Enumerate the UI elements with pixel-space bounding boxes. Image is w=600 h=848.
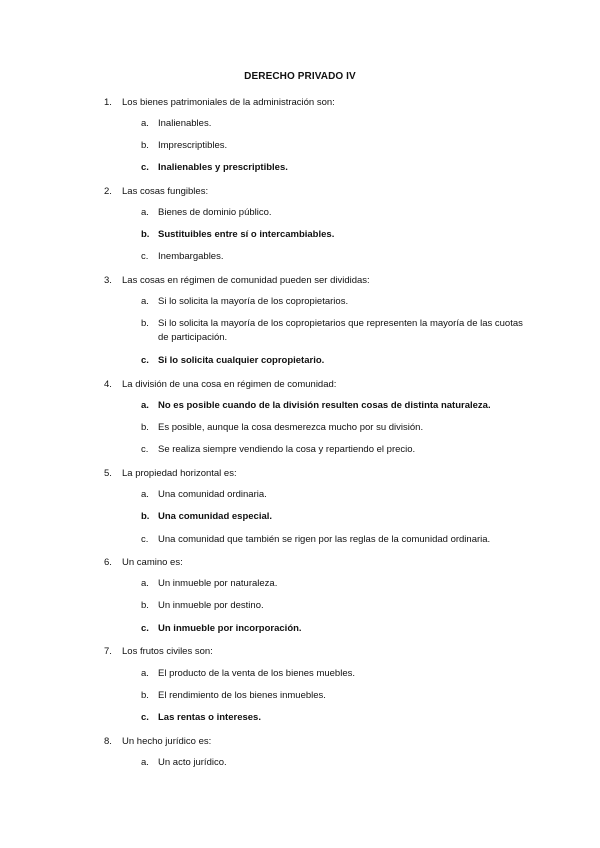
question-number: 3. xyxy=(104,275,112,286)
option-text: Una comunidad especial. xyxy=(158,511,273,522)
option-letter: c. xyxy=(141,712,149,723)
option-letter: b. xyxy=(141,422,149,433)
question-number: 8. xyxy=(104,736,112,747)
option-text: Inembargables. xyxy=(158,251,224,262)
option-text: Si lo solicita la mayoría de los copropietarios que representen la mayoría de las cuotas de participación. xyxy=(158,318,523,343)
option-letter: a. xyxy=(141,296,149,307)
option-text: Sustituibles entre sí o intercambiables. xyxy=(158,229,335,240)
question-number: 2. xyxy=(104,186,112,197)
question-text: Las cosas en régimen de comunidad pueden ser divididas: xyxy=(122,275,370,286)
option-letter: a. xyxy=(141,668,149,679)
question-text: Las cosas fungibles: xyxy=(122,186,209,197)
question-text: Un camino es: xyxy=(122,557,183,568)
option-text: Las rentas o intereses. xyxy=(158,712,261,723)
option-letter: c. xyxy=(141,162,149,173)
option-text: Imprescriptibles. xyxy=(158,140,228,151)
option-text: Si lo solicita cualquier copropietario. xyxy=(158,355,325,366)
option-text: Una comunidad ordinaria. xyxy=(158,489,267,500)
option-text: Bienes de dominio público. xyxy=(158,207,272,218)
option-text: Un acto jurídico. xyxy=(158,757,227,768)
option-letter: a. xyxy=(141,757,149,768)
option-letter: a. xyxy=(141,207,149,218)
option-text: Un inmueble por naturaleza. xyxy=(158,578,278,589)
question-text: La propiedad horizontal es: xyxy=(122,468,237,479)
question-number: 5. xyxy=(104,468,112,479)
option-letter: a. xyxy=(141,489,149,500)
option-text: Inalienables y prescriptibles. xyxy=(158,162,288,173)
option-text: Un inmueble por incorporación. xyxy=(158,623,302,634)
question-text: La división de una cosa en régimen de comunidad: xyxy=(122,379,337,390)
option-letter: b. xyxy=(141,600,149,611)
question-text: Los frutos civiles son: xyxy=(122,646,213,657)
option-letter: c. xyxy=(141,355,149,366)
question-number: 4. xyxy=(104,379,112,390)
option-letter: c. xyxy=(141,444,149,455)
option-text: Se realiza siempre vendiendo la cosa y repartiendo el precio. xyxy=(158,444,416,455)
option-text: Es posible, aunque la cosa desmerezca mucho por su división. xyxy=(158,422,424,433)
option-letter: c. xyxy=(141,534,149,545)
question-number: 1. xyxy=(104,97,112,108)
option-text: Una comunidad que también se rigen por las reglas de la comunidad ordinaria. xyxy=(158,534,491,545)
option-text: Inalienables. xyxy=(158,118,212,129)
option-letter: b. xyxy=(141,511,150,522)
option-letter: a. xyxy=(141,578,149,589)
option-letter: b. xyxy=(141,318,149,329)
option-text: No es posible cuando de la división resulten cosas de distinta naturaleza. xyxy=(158,400,491,411)
question-text: Un hecho jurídico es: xyxy=(122,736,212,747)
option-letter: a. xyxy=(141,400,149,411)
option-letter: b. xyxy=(141,690,149,701)
option-text: El producto de la venta de los bienes muebles. xyxy=(158,668,355,679)
question-text: Los bienes patrimoniales de la administración son: xyxy=(122,97,335,108)
option-letter: c. xyxy=(141,623,149,634)
document-title: DERECHO PRIVADO IV xyxy=(244,71,356,82)
option-letter: c. xyxy=(141,251,149,262)
option-text: Un inmueble por destino. xyxy=(158,600,264,611)
option-letter: b. xyxy=(141,229,150,240)
question-number: 6. xyxy=(104,557,112,568)
option-text: Si lo solicita la mayoría de los copropietarios. xyxy=(158,296,349,307)
option-text: El rendimiento de los bienes inmuebles. xyxy=(158,690,326,701)
option-letter: b. xyxy=(141,140,149,151)
question-number: 7. xyxy=(104,646,112,657)
option-letter: a. xyxy=(141,118,149,129)
